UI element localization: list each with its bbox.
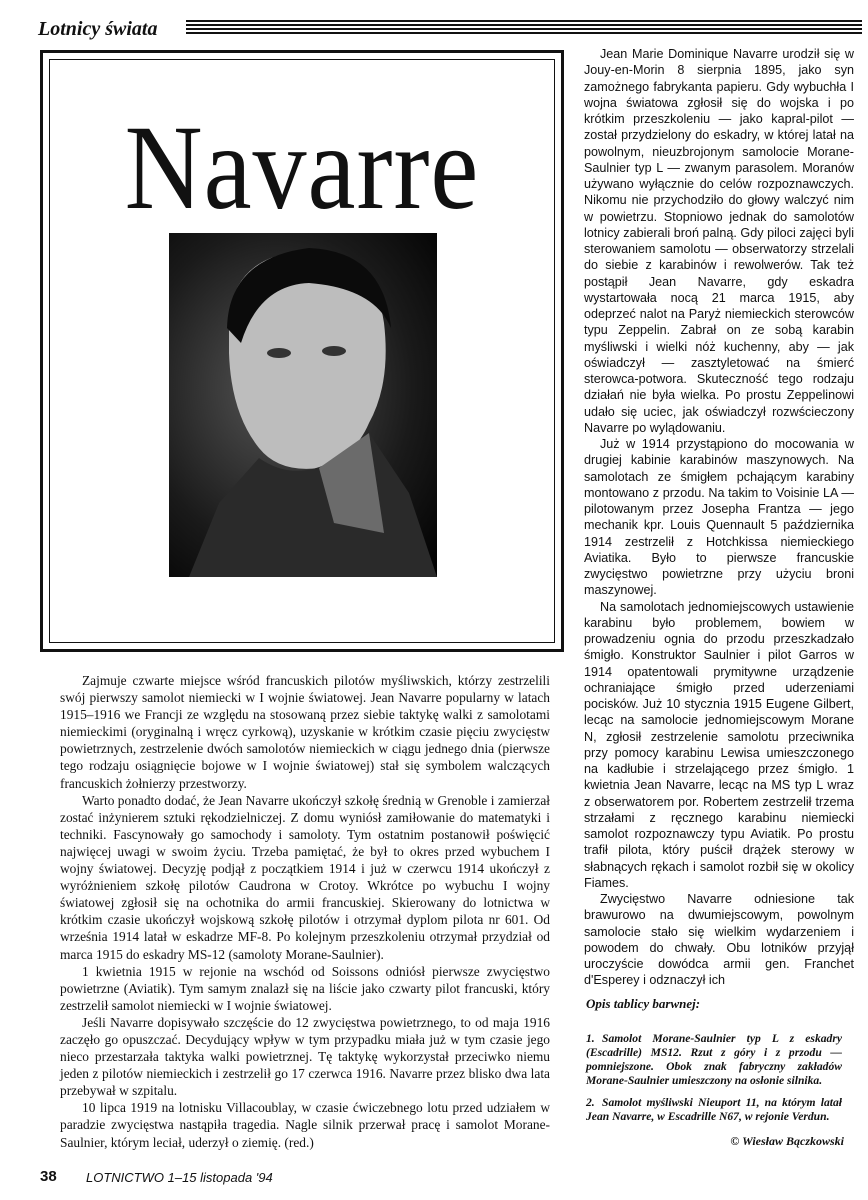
section-title: Lotnicy świata bbox=[38, 18, 158, 40]
left-paragraph: Warto ponadto dodać, że Jean Navarre ukończył szkołę średnią w Grenoble i zamierzał zostać inżynierem sztuki rękodzielniczej. Z domu wyniósł zamiłowanie do matematyki i techniki. Fascynowały go samochody i samoloty. Tym ostatnim postanowił poświęcić najwięcej uwagi w swoim życiu. Trzeba pamiętać, że był to okres przed wybuchem I wojny światowej. Decyzję podjął z początkiem 1914 i już w czerwcu 1914 ukończył z wyróżnieniem szkołę pilotów Caudrona w Crotoy. Wkrótce po wybuchu I wojny światowej zgłosił się na ochotnika do armii francuskiej. Skierowany do lotnictwa w krótkim czasie ukończył wojskową szkołę pilotów i otrzymał dyplom pilota nr 601. Od września 1914 latał w eskadrze MF-8. Po kolejnym przeszkoleniu otrzymał przydział od marca 1915 do eskadry MS-12 (samoloty Morane-Saulnier). bbox=[60, 792, 550, 962]
header-rule bbox=[186, 20, 862, 34]
title-photo-frame bbox=[40, 50, 564, 652]
right-paragraph: Na samolotach jednomiejscowych ustawienie karabinu było problemem, bowiem w prowadzeniu ognia do przodu przeszkadzało śmigło. Konstruktor Saulnier i pilot Garros w 1914 opatentowali prymitywne urządzenie ochraniające śmigło przed uderzeniami pocisków. Już 10 stycznia 1915 Eugene Gilbert, lecąc na samolocie jednomiejscowym Morane N, zgłosił zestrzelenie samolotu przeciwnika przy pomocy karabinu Lewisa umieszczonego na kadłubie i strzelającego przez śmigło. 1 kwietnia Jean Navarre, lecąc na MS typ L wraz z obserwatorem por. Robertem zestrzelił trzema strzałami z ręcznego karabinu niemiecki samolot rozpoznawczy typu Aviatik. Po prostu trafił pilota, który puścił drążek sterowy w słabnących rękach i samolot rozbił się w okolicy Fiames. bbox=[584, 599, 854, 890]
portrait-silhouette bbox=[169, 233, 437, 577]
plate-note-2 bbox=[586, 1096, 842, 1124]
right-paragraph: Już w 1914 przystąpiono do mocowania w drugiej kabinie karabinów maszynowych. Na samolotach ze śmigłem pchającym karabiny montowano z przodu. Na takim to Voisinie LA — pilotowanym przez Josepha Frantza — jego mechanik kpr. Louis Quennault 5 października 1914 zestrzelił z Hotchkissa niemieckiego Aviatika. Było to pierwsze francuskie zwycięstwo powietrzne przy użyciu broni maszynowej. bbox=[584, 437, 854, 598]
left-paragraph: 1 kwietnia 1915 w rejonie na wschód od Soissons odniósł pierwsze zwycięstwo powietrzne (Aviatik). Tym samym znalazł się na liście jako czwarty pilot francuski, który zestrzelił samolot niemiecki w I wojnie światowej. bbox=[60, 963, 550, 1013]
plate-note-1 bbox=[586, 1032, 842, 1088]
portrait-photo bbox=[169, 233, 437, 577]
article-title: Navarre bbox=[124, 101, 480, 236]
author-credit: © Wiesław Bączkowski bbox=[730, 1134, 844, 1148]
right-paragraph: Zwycięstwo Navarre odniesione tak brawurowo na dwumiejscowym, powolnym samolocie stało się wielkim wydarzeniem i powodem do chwały. Obu lotników przyjął uroczyście dowódca armii gen. Franchet d'Esperey i odznaczył ich bbox=[584, 892, 854, 988]
right-paragraph: Jean Marie Dominique Navarre urodził się w Jouy-en-Morin 8 sierpnia 1895, jako syn zamożnego fabrykanta papieru. Gdy wybuchła I wojna światowa zgłosił się do wojska i po krótkim przeszkoleniu — jako kapral-pilot — został przydzielony do eskadry, w której latał na powolnym, nieuzbrojonym samolocie Morane-Saulnier typ L — zwanym parasolem. Moranów używano wyłącznie do celów rozpoznawczych. Nikomu nie przychodziło do głowy walczyć nim w powietrzu. Stopniowo jednak do samolotów lotnicy zabierali broń palną. Gdy piloci zajęci byli sterowaniem samolotu — obserwatorzy strzelali do siebie z karabinów i rewolwerów. Tak też postąpił Jean Navarre, gdy eskadra wystartowała nocą 21 marca 1915, aby odeprzeć nalot na Paryż niemieckich sterowców typu Zeppelin. Zabrał on ze sobą karabin myśliwski i wielki nóż kuchenny, aby — jak oświadczył — zasztyletować na śmierć sterowca-potwora. Skuteczność tego rodzaju działań nie była wielka. Po prostu Zeppelinowi udało się uciec, jak oświadczył rozwścieczony Navarre po wylądowaniu. bbox=[584, 47, 854, 435]
page-number: 38 bbox=[40, 1168, 57, 1185]
plate-note-number: 2. bbox=[586, 1096, 595, 1109]
left-column-text bbox=[60, 672, 550, 1151]
right-column-text bbox=[584, 46, 854, 989]
left-paragraph: Jeśli Navarre dopisywało szczęście do 12 zwycięstwa powietrznego, to od maja 1916 zaczęło go opuszczać. Decydujący wpływ w tym przypadku miała już w tym czasie jego nieco przestarzała taktyka walki powietrznej. Tę taktykę wykorzystał przeciwko niemu jeden z pilotów niemieckich i zestrzelił go 17 czerwca 1916. Navarre przez blisko dwa lata przebywał w szpitalu. bbox=[60, 1014, 550, 1099]
plate-note-number: 1. bbox=[586, 1032, 595, 1045]
plate-note-text: Samolot myśliwski Nieuport 11, na którym latał Jean Navarre, w Escadrille N67, w rejonie Verdun. bbox=[586, 1096, 842, 1123]
left-paragraph: 10 lipca 1919 na lotnisku Villacoublay, w czasie ćwiczebnego lotu przed udziałem w paradzie zwycięstwa nastąpiła tragedia. Nagle silnik przerwał pracę i samolot Morane-Saulnier, którym leciał, uderzył o ziemię. (red.) bbox=[60, 1100, 550, 1150]
plates-heading: Opis tablicy barwnej: bbox=[586, 996, 701, 1011]
magazine-footer: LOTNICTWO 1–15 listopada '94 bbox=[86, 1170, 273, 1185]
plate-note-text: Samolot Morane-Saulnier typ L z eskadry (Escadrille) MS12. Rzut z góry i z przodu — pomniejszone. Obok znak fabryczny zakładów Morane-Saulnier umieszczony na osłonie silnika. bbox=[586, 1032, 842, 1087]
left-paragraph: Zajmuje czwarte miejsce wśród francuskich pilotów myśliwskich, którzy zestrzelili swój pierwszy samolot niemiecki w I wojnie światowej. Jean Navarre popularny w latach 1915–1916 we Francji ze względu na stosowaną przez siebie taktykę walki z samolotami niemieckimi (oryginalną i wręcz cyrkową), uzyskanie w krótkim czasie pięciu zwycięstw powietrznych, zestrzelenie dwóch samolotów niemieckich w ciągu jednego dnia (pierwsze tego rodzaju osiągnięcie bojowe w I wojnie światowej) stał się symbolem walczących francuskich żołnierzy przestworzy. bbox=[60, 673, 550, 791]
